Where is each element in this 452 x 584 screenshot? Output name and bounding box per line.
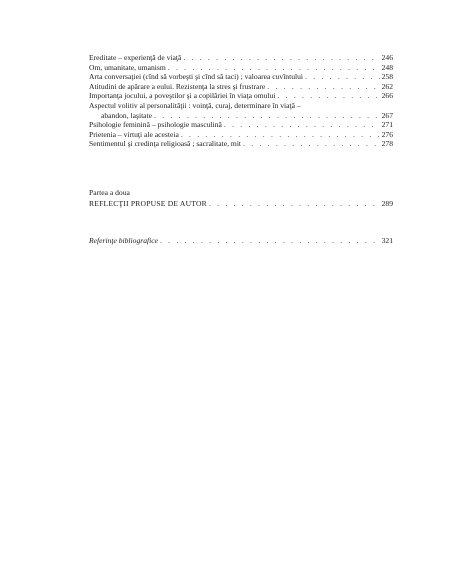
toc-entry-references [89,236,393,246]
toc-entry-page: 262 [381,81,393,91]
toc-entry-title: Aspectul volitiv al personalităţii : voinţă, curaj, determinare în viaţă – [89,100,301,110]
dot-leader [243,139,380,149]
part-two-page: 289 [381,199,393,208]
dot-leader [160,236,380,246]
toc-entry-page: 271 [381,120,393,130]
toc-entry-title: Om, umanitate, umanism [89,62,166,72]
dot-leader [168,63,380,73]
toc-entry-title: Sentimentul şi credinţa religioasă ; sacralitate, mit [89,139,242,149]
toc-entry-part-two [89,199,393,209]
toc-entry [89,63,393,73]
toc-entry-page: 266 [381,91,393,101]
references-page: 321 [381,236,393,245]
dot-leader [181,130,380,140]
dot-leader [224,120,380,130]
part-two-label: Partea a doua [89,188,130,197]
dot-leader [183,53,379,63]
dot-leader [277,91,379,101]
toc-entry-page: 248 [381,62,393,72]
toc-entry [89,53,393,63]
toc-entry-page: 246 [381,53,393,62]
toc-entry [89,72,393,82]
references-title: Referinţe bibliografice [89,236,158,245]
dot-leader [154,111,380,121]
toc-entry-page: 276 [381,129,393,139]
toc-entry [89,82,393,92]
dot-leader [305,72,380,82]
toc-entry-page: 267 [381,110,393,120]
toc-entry-title: Arta conversaţiei (cînd să vorbeşti şi cînd să taci) ; valoarea cuvîntului [89,72,304,82]
references-entry-block [89,236,393,246]
toc-entry [89,120,393,130]
toc-entry-title: Atitudini de apărare a eului. Rezistenţa la stres şi frustrare [89,81,266,91]
toc-entry [89,139,393,149]
toc-entry-page: 258 [381,72,393,82]
part-two-title: REFLECŢII PROPUSE DE AUTOR [89,199,207,208]
dot-leader [209,199,380,209]
part-two-entry-block [89,199,393,209]
toc-entry-title: Psihologie feminină – psihologie masculină [89,120,222,130]
toc-entry-line1 [89,101,393,111]
toc-entry-title: Importanţa jocului, a poveştilor şi a copilăriei în viaţa omului [89,91,276,101]
dot-leader [267,82,379,92]
toc-entry [89,111,393,121]
toc-entry-title-cont: abandon, laşitate [101,110,153,120]
toc-entry-title: Ereditate – experienţă de viaţă [89,53,182,62]
toc-entry [89,130,393,140]
toc-entry-title: Prietenia – virtuţi ale acesteia [89,129,179,139]
toc-entry [89,91,393,101]
toc-entry-page: 278 [381,139,393,149]
table-of-contents [89,53,393,149]
